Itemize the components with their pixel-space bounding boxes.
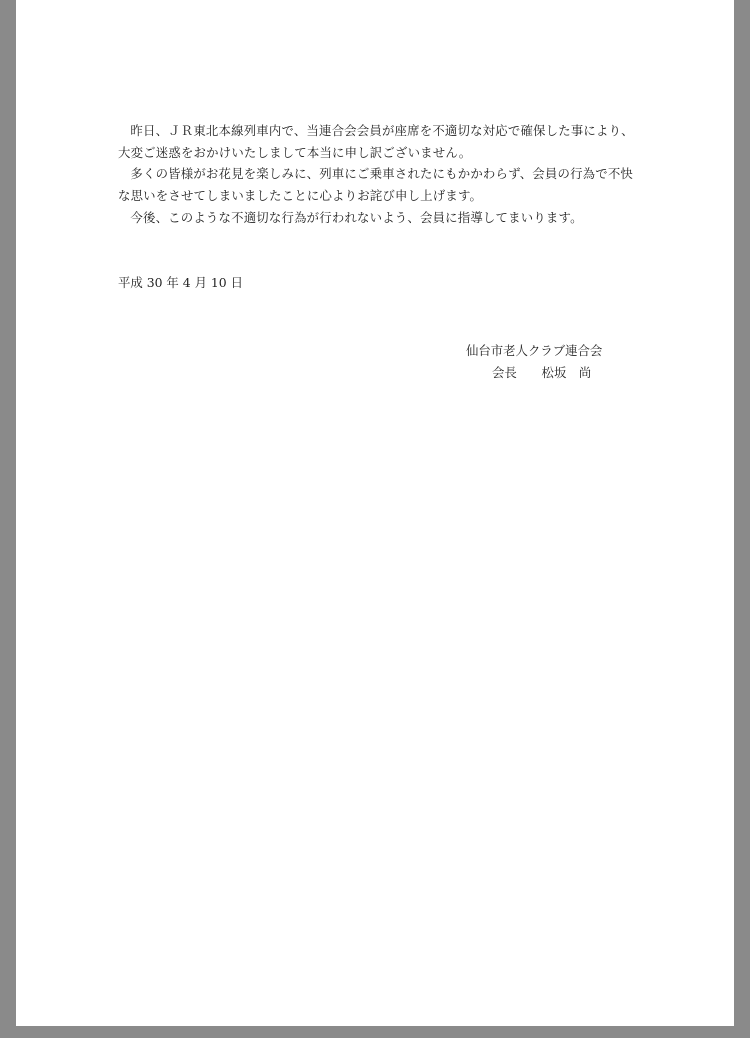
document-page (16, 0, 734, 1026)
paragraph-3: 今後、このような不適切な行為が行われないよう、会員に指導してまいります。 (130, 209, 583, 225)
paragraph-1: 昨日、ＪＲ東北本線列車内で、当連合会会員が座席を不適切な対応で確保した事により、大変ご迷惑をおかけいたしまして本当に申し訳ございません。 (118, 123, 634, 160)
signature-organization: 仙台市老人クラブ連合会 (466, 343, 603, 358)
document-date: 平成 30 年 4 月 10 日 (118, 275, 244, 290)
signature-block (466, 340, 602, 384)
signature-title-name: 会長 松坂 尚 (492, 365, 592, 380)
apology-body (118, 120, 638, 229)
paragraph-2: 多くの皆様がお花見を楽しみに、列車にご乗車されたにもかかわらず、会員の行為で不快な思いをさせてしまいましたことに心よりお詫び申し上げます。 (118, 166, 634, 204)
